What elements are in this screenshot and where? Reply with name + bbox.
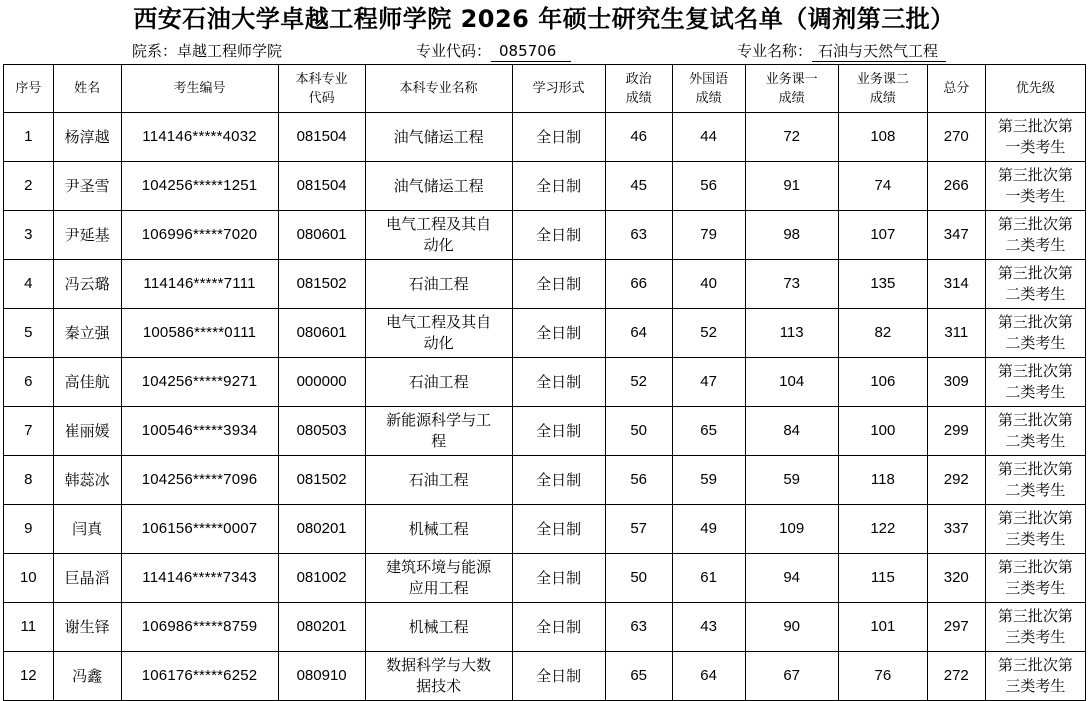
cell-undergrad-major-name-line: 机械工程 bbox=[408, 519, 469, 538]
cell-priority-line: 第三批次第 bbox=[997, 313, 1073, 331]
cell-name: 冯鑫 bbox=[53, 652, 121, 701]
cell-exam-id: 114146*****7343 bbox=[121, 554, 278, 603]
cell-priority bbox=[985, 309, 1085, 358]
cell-study-mode: 全日制 bbox=[512, 113, 605, 162]
header-label: 政治 bbox=[625, 71, 652, 87]
cell-undergrad-major-name-line: 石油工程 bbox=[408, 470, 469, 489]
cell-undergrad-major-name bbox=[365, 554, 512, 603]
cell-foreign-language-score: 47 bbox=[672, 358, 745, 407]
cell-course-two-score: 82 bbox=[838, 309, 927, 358]
header-study-mode bbox=[512, 65, 605, 113]
cell-undergrad-major-name-line: 应用工程 bbox=[408, 579, 469, 597]
header-label: 成绩 bbox=[778, 90, 805, 106]
cell-priority-line: 一类考生 bbox=[1005, 138, 1066, 156]
cell-total-score: 309 bbox=[927, 358, 985, 407]
cell-priority-line: 第三批次第 bbox=[997, 215, 1073, 233]
cell-exam-id: 100586*****0111 bbox=[121, 309, 278, 358]
cell-priority bbox=[985, 603, 1085, 652]
cell-priority bbox=[985, 554, 1085, 603]
cell-course-one-score: 59 bbox=[745, 456, 838, 505]
major-name-field bbox=[737, 40, 946, 62]
cell-course-two-score: 118 bbox=[838, 456, 927, 505]
cell-undergrad-major-name-line: 动化 bbox=[423, 334, 454, 352]
header-label: 姓名 bbox=[74, 81, 101, 96]
cell-undergrad-major-code: 000000 bbox=[278, 358, 365, 407]
cell-index: 9 bbox=[4, 505, 54, 554]
header-label: 成绩 bbox=[625, 90, 652, 106]
cell-study-mode: 全日制 bbox=[512, 407, 605, 456]
cell-name: 闫真 bbox=[53, 505, 121, 554]
cell-priority bbox=[985, 260, 1085, 309]
header-label: 业务课二 bbox=[856, 71, 909, 87]
table-row bbox=[4, 407, 1086, 456]
cell-index: 8 bbox=[4, 456, 54, 505]
cell-politics-score: 50 bbox=[605, 554, 672, 603]
cell-total-score: 292 bbox=[927, 456, 985, 505]
cell-priority-line: 二类考生 bbox=[1005, 383, 1066, 401]
cell-undergrad-major-code: 080503 bbox=[278, 407, 365, 456]
cell-priority bbox=[985, 113, 1085, 162]
cell-exam-id: 106176*****6252 bbox=[121, 652, 278, 701]
cell-name: 冯云璐 bbox=[53, 260, 121, 309]
cell-name: 韩蕊冰 bbox=[53, 456, 121, 505]
cell-priority bbox=[985, 407, 1085, 456]
cell-priority-line: 第三批次第 bbox=[997, 509, 1073, 527]
cell-total-score: 337 bbox=[927, 505, 985, 554]
cell-politics-score: 66 bbox=[605, 260, 672, 309]
cell-study-mode: 全日制 bbox=[512, 652, 605, 701]
header-label: 成绩 bbox=[695, 90, 722, 106]
cell-politics-score: 63 bbox=[605, 603, 672, 652]
cell-undergrad-major-code: 080601 bbox=[278, 309, 365, 358]
cell-course-two-score: 106 bbox=[838, 358, 927, 407]
cell-undergrad-major-name-line: 据技术 bbox=[416, 677, 462, 695]
cell-priority-line: 二类考生 bbox=[1005, 481, 1066, 499]
header-label: 总分 bbox=[943, 81, 970, 96]
cell-priority-line: 二类考生 bbox=[1005, 236, 1066, 254]
cell-index: 3 bbox=[4, 211, 54, 260]
cell-course-two-score: 115 bbox=[838, 554, 927, 603]
cell-politics-score: 45 bbox=[605, 162, 672, 211]
cell-priority-line: 第三批次第 bbox=[997, 558, 1073, 576]
cell-undergrad-major-code: 081002 bbox=[278, 554, 365, 603]
cell-politics-score: 46 bbox=[605, 113, 672, 162]
cell-course-two-score: 107 bbox=[838, 211, 927, 260]
cell-priority-line: 第三批次第 bbox=[997, 117, 1073, 135]
header-label: 学习形式 bbox=[532, 81, 585, 96]
cell-course-two-score: 74 bbox=[838, 162, 927, 211]
header-course-two-score bbox=[838, 65, 927, 113]
cell-study-mode: 全日制 bbox=[512, 260, 605, 309]
header-foreign-language-score bbox=[672, 65, 745, 113]
cell-index: 10 bbox=[4, 554, 54, 603]
header-index bbox=[4, 65, 54, 113]
table-row bbox=[4, 260, 1086, 309]
header-exam-id bbox=[121, 65, 278, 113]
cell-priority-line: 第三批次第 bbox=[997, 607, 1073, 625]
department-value: 卓越工程师学院 bbox=[177, 42, 283, 60]
cell-index: 6 bbox=[4, 358, 54, 407]
cell-exam-id: 104256*****9271 bbox=[121, 358, 278, 407]
cell-course-one-score: 84 bbox=[745, 407, 838, 456]
cell-exam-id: 106996*****7020 bbox=[121, 211, 278, 260]
cell-index: 11 bbox=[4, 603, 54, 652]
major-code-field bbox=[416, 40, 571, 62]
header-undergrad-major-name bbox=[365, 65, 512, 113]
cell-undergrad-major-code: 081504 bbox=[278, 162, 365, 211]
cell-undergrad-major-name-line: 新能源科学与工 bbox=[386, 411, 492, 429]
cell-undergrad-major-name bbox=[365, 652, 512, 701]
cell-priority-line: 第三批次第 bbox=[997, 362, 1073, 380]
cell-undergrad-major-name-line: 电气工程及其自 bbox=[386, 215, 492, 233]
cell-undergrad-major-name-line: 建筑环境与能源 bbox=[386, 558, 492, 576]
cell-undergrad-major-code: 080601 bbox=[278, 211, 365, 260]
cell-course-one-score: 109 bbox=[745, 505, 838, 554]
cell-course-two-score: 108 bbox=[838, 113, 927, 162]
cell-course-one-score: 73 bbox=[745, 260, 838, 309]
cell-foreign-language-score: 52 bbox=[672, 309, 745, 358]
cell-study-mode: 全日制 bbox=[512, 211, 605, 260]
cell-undergrad-major-name bbox=[365, 358, 512, 407]
cell-total-score: 272 bbox=[927, 652, 985, 701]
cell-undergrad-major-name-line: 数据科学与大数 bbox=[386, 656, 492, 674]
cell-undergrad-major-name bbox=[365, 456, 512, 505]
table-row bbox=[4, 113, 1086, 162]
cell-exam-id: 104256*****7096 bbox=[121, 456, 278, 505]
cell-undergrad-major-name bbox=[365, 211, 512, 260]
table-row bbox=[4, 505, 1086, 554]
major-code-label: 专业代码： bbox=[416, 42, 492, 60]
cell-name: 崔丽媛 bbox=[53, 407, 121, 456]
cell-priority-line: 第三批次第 bbox=[997, 656, 1073, 674]
cell-undergrad-major-name bbox=[365, 113, 512, 162]
cell-foreign-language-score: 43 bbox=[672, 603, 745, 652]
header-label: 考生编号 bbox=[173, 81, 226, 96]
cell-course-two-score: 122 bbox=[838, 505, 927, 554]
cell-undergrad-major-name bbox=[365, 162, 512, 211]
cell-name: 巨晶滔 bbox=[53, 554, 121, 603]
cell-course-one-score: 104 bbox=[745, 358, 838, 407]
cell-politics-score: 65 bbox=[605, 652, 672, 701]
cell-study-mode: 全日制 bbox=[512, 505, 605, 554]
cell-course-two-score: 101 bbox=[838, 603, 927, 652]
cell-priority bbox=[985, 358, 1085, 407]
cell-politics-score: 63 bbox=[605, 211, 672, 260]
table-row bbox=[4, 309, 1086, 358]
cell-total-score: 297 bbox=[927, 603, 985, 652]
cell-priority-line: 二类考生 bbox=[1005, 285, 1066, 303]
cell-exam-id: 104256*****1251 bbox=[121, 162, 278, 211]
header-label: 业务课一 bbox=[765, 71, 818, 87]
cell-undergrad-major-code: 081502 bbox=[278, 260, 365, 309]
cell-priority-line: 三类考生 bbox=[1005, 530, 1066, 548]
cell-undergrad-major-code: 080910 bbox=[278, 652, 365, 701]
cell-priority bbox=[985, 652, 1085, 701]
table-row bbox=[4, 554, 1086, 603]
cell-undergrad-major-name-line: 石油工程 bbox=[408, 274, 469, 293]
cell-priority-line: 三类考生 bbox=[1005, 579, 1066, 597]
cell-index: 7 bbox=[4, 407, 54, 456]
header-priority bbox=[985, 65, 1085, 113]
candidate-table bbox=[3, 64, 1086, 701]
header-label: 本科专业 bbox=[295, 71, 348, 87]
header-label: 外国语 bbox=[689, 71, 729, 87]
cell-index: 12 bbox=[4, 652, 54, 701]
cell-undergrad-major-code: 080201 bbox=[278, 505, 365, 554]
table-row bbox=[4, 358, 1086, 407]
cell-total-score: 314 bbox=[927, 260, 985, 309]
major-name-label: 专业名称： bbox=[737, 42, 813, 60]
cell-politics-score: 50 bbox=[605, 407, 672, 456]
cell-undergrad-major-code: 081504 bbox=[278, 113, 365, 162]
cell-course-two-score: 100 bbox=[838, 407, 927, 456]
cell-name: 秦立强 bbox=[53, 309, 121, 358]
cell-course-one-score: 94 bbox=[745, 554, 838, 603]
cell-priority bbox=[985, 505, 1085, 554]
cell-undergrad-major-name bbox=[365, 505, 512, 554]
cell-priority-line: 二类考生 bbox=[1005, 334, 1066, 352]
table-header-row bbox=[4, 65, 1086, 113]
cell-undergrad-major-name-line: 电气工程及其自 bbox=[386, 313, 492, 331]
table-row bbox=[4, 652, 1086, 701]
cell-name: 高佳航 bbox=[53, 358, 121, 407]
cell-priority bbox=[985, 456, 1085, 505]
table-row bbox=[4, 211, 1086, 260]
cell-study-mode: 全日制 bbox=[512, 456, 605, 505]
cell-total-score: 299 bbox=[927, 407, 985, 456]
cell-politics-score: 52 bbox=[605, 358, 672, 407]
header-label: 代码 bbox=[308, 90, 335, 106]
cell-undergrad-major-code: 080201 bbox=[278, 603, 365, 652]
cell-exam-id: 114146*****7111 bbox=[121, 260, 278, 309]
cell-exam-id: 106156*****0007 bbox=[121, 505, 278, 554]
cell-total-score: 347 bbox=[927, 211, 985, 260]
cell-priority-line: 二类考生 bbox=[1005, 432, 1066, 450]
cell-name: 尹延基 bbox=[53, 211, 121, 260]
header-label: 序号 bbox=[15, 81, 42, 96]
cell-name: 尹圣雪 bbox=[53, 162, 121, 211]
cell-exam-id: 114146*****4032 bbox=[121, 113, 278, 162]
cell-index: 5 bbox=[4, 309, 54, 358]
header-course-one-score bbox=[745, 65, 838, 113]
cell-foreign-language-score: 40 bbox=[672, 260, 745, 309]
cell-total-score: 320 bbox=[927, 554, 985, 603]
cell-course-two-score: 76 bbox=[838, 652, 927, 701]
cell-course-one-score: 113 bbox=[745, 309, 838, 358]
cell-undergrad-major-name bbox=[365, 309, 512, 358]
cell-priority-line: 第三批次第 bbox=[997, 411, 1073, 429]
cell-study-mode: 全日制 bbox=[512, 554, 605, 603]
table-row bbox=[4, 456, 1086, 505]
cell-total-score: 266 bbox=[927, 162, 985, 211]
cell-priority-line: 一类考生 bbox=[1005, 187, 1066, 205]
header-name bbox=[53, 65, 121, 113]
cell-foreign-language-score: 56 bbox=[672, 162, 745, 211]
cell-undergrad-major-name-line: 石油工程 bbox=[408, 372, 469, 391]
cell-foreign-language-score: 61 bbox=[672, 554, 745, 603]
cell-foreign-language-score: 59 bbox=[672, 456, 745, 505]
document-title: 西安石油大学卓越工程师学院 2026 年硕士研究生复试名单（调剂第三批） bbox=[133, 5, 955, 33]
cell-politics-score: 56 bbox=[605, 456, 672, 505]
cell-priority-line: 第三批次第 bbox=[997, 166, 1073, 184]
cell-study-mode: 全日制 bbox=[512, 309, 605, 358]
cell-exam-id: 100546*****3934 bbox=[121, 407, 278, 456]
cell-index: 2 bbox=[4, 162, 54, 211]
cell-priority bbox=[985, 162, 1085, 211]
cell-study-mode: 全日制 bbox=[512, 358, 605, 407]
major-name-value: 石油与天然气工程 bbox=[812, 42, 946, 62]
cell-undergrad-major-code: 081502 bbox=[278, 456, 365, 505]
cell-study-mode: 全日制 bbox=[512, 162, 605, 211]
cell-foreign-language-score: 65 bbox=[672, 407, 745, 456]
major-code-value: 085706 bbox=[491, 42, 571, 62]
cell-course-one-score: 98 bbox=[745, 211, 838, 260]
cell-undergrad-major-name-line: 动化 bbox=[423, 236, 454, 254]
cell-priority-line: 第三批次第 bbox=[997, 264, 1073, 282]
cell-total-score: 311 bbox=[927, 309, 985, 358]
cell-foreign-language-score: 49 bbox=[672, 505, 745, 554]
cell-politics-score: 64 bbox=[605, 309, 672, 358]
cell-undergrad-major-name-line: 机械工程 bbox=[408, 617, 469, 636]
cell-course-one-score: 67 bbox=[745, 652, 838, 701]
header-label: 成绩 bbox=[869, 90, 896, 106]
cell-undergrad-major-name-line: 油气储运工程 bbox=[393, 127, 484, 146]
cell-index: 4 bbox=[4, 260, 54, 309]
department-field bbox=[132, 40, 282, 62]
header-undergrad-major-code bbox=[278, 65, 365, 113]
header-label: 本科专业名称 bbox=[399, 81, 478, 96]
cell-undergrad-major-name-line: 油气储运工程 bbox=[393, 176, 484, 195]
header-politics-score bbox=[605, 65, 672, 113]
cell-priority-line: 三类考生 bbox=[1005, 677, 1066, 695]
cell-undergrad-major-name-line: 程 bbox=[431, 432, 447, 450]
cell-index: 1 bbox=[4, 113, 54, 162]
header-total-score bbox=[927, 65, 985, 113]
cell-total-score: 270 bbox=[927, 113, 985, 162]
cell-course-one-score: 90 bbox=[745, 603, 838, 652]
cell-priority bbox=[985, 211, 1085, 260]
cell-undergrad-major-name bbox=[365, 260, 512, 309]
cell-exam-id: 106986*****8759 bbox=[121, 603, 278, 652]
header-label: 优先级 bbox=[1015, 81, 1055, 96]
cell-politics-score: 57 bbox=[605, 505, 672, 554]
cell-course-one-score: 91 bbox=[745, 162, 838, 211]
cell-foreign-language-score: 79 bbox=[672, 211, 745, 260]
cell-foreign-language-score: 44 bbox=[672, 113, 745, 162]
cell-priority-line: 第三批次第 bbox=[997, 460, 1073, 478]
cell-foreign-language-score: 64 bbox=[672, 652, 745, 701]
cell-undergrad-major-name bbox=[365, 407, 512, 456]
table-row bbox=[4, 603, 1086, 652]
cell-course-two-score: 135 bbox=[838, 260, 927, 309]
department-label: 院系： bbox=[132, 42, 178, 60]
cell-study-mode: 全日制 bbox=[512, 603, 605, 652]
cell-course-one-score: 72 bbox=[745, 113, 838, 162]
cell-name: 杨淳越 bbox=[53, 113, 121, 162]
cell-priority-line: 三类考生 bbox=[1005, 628, 1066, 646]
table-row bbox=[4, 162, 1086, 211]
cell-name: 谢生铎 bbox=[53, 603, 121, 652]
cell-undergrad-major-name bbox=[365, 603, 512, 652]
